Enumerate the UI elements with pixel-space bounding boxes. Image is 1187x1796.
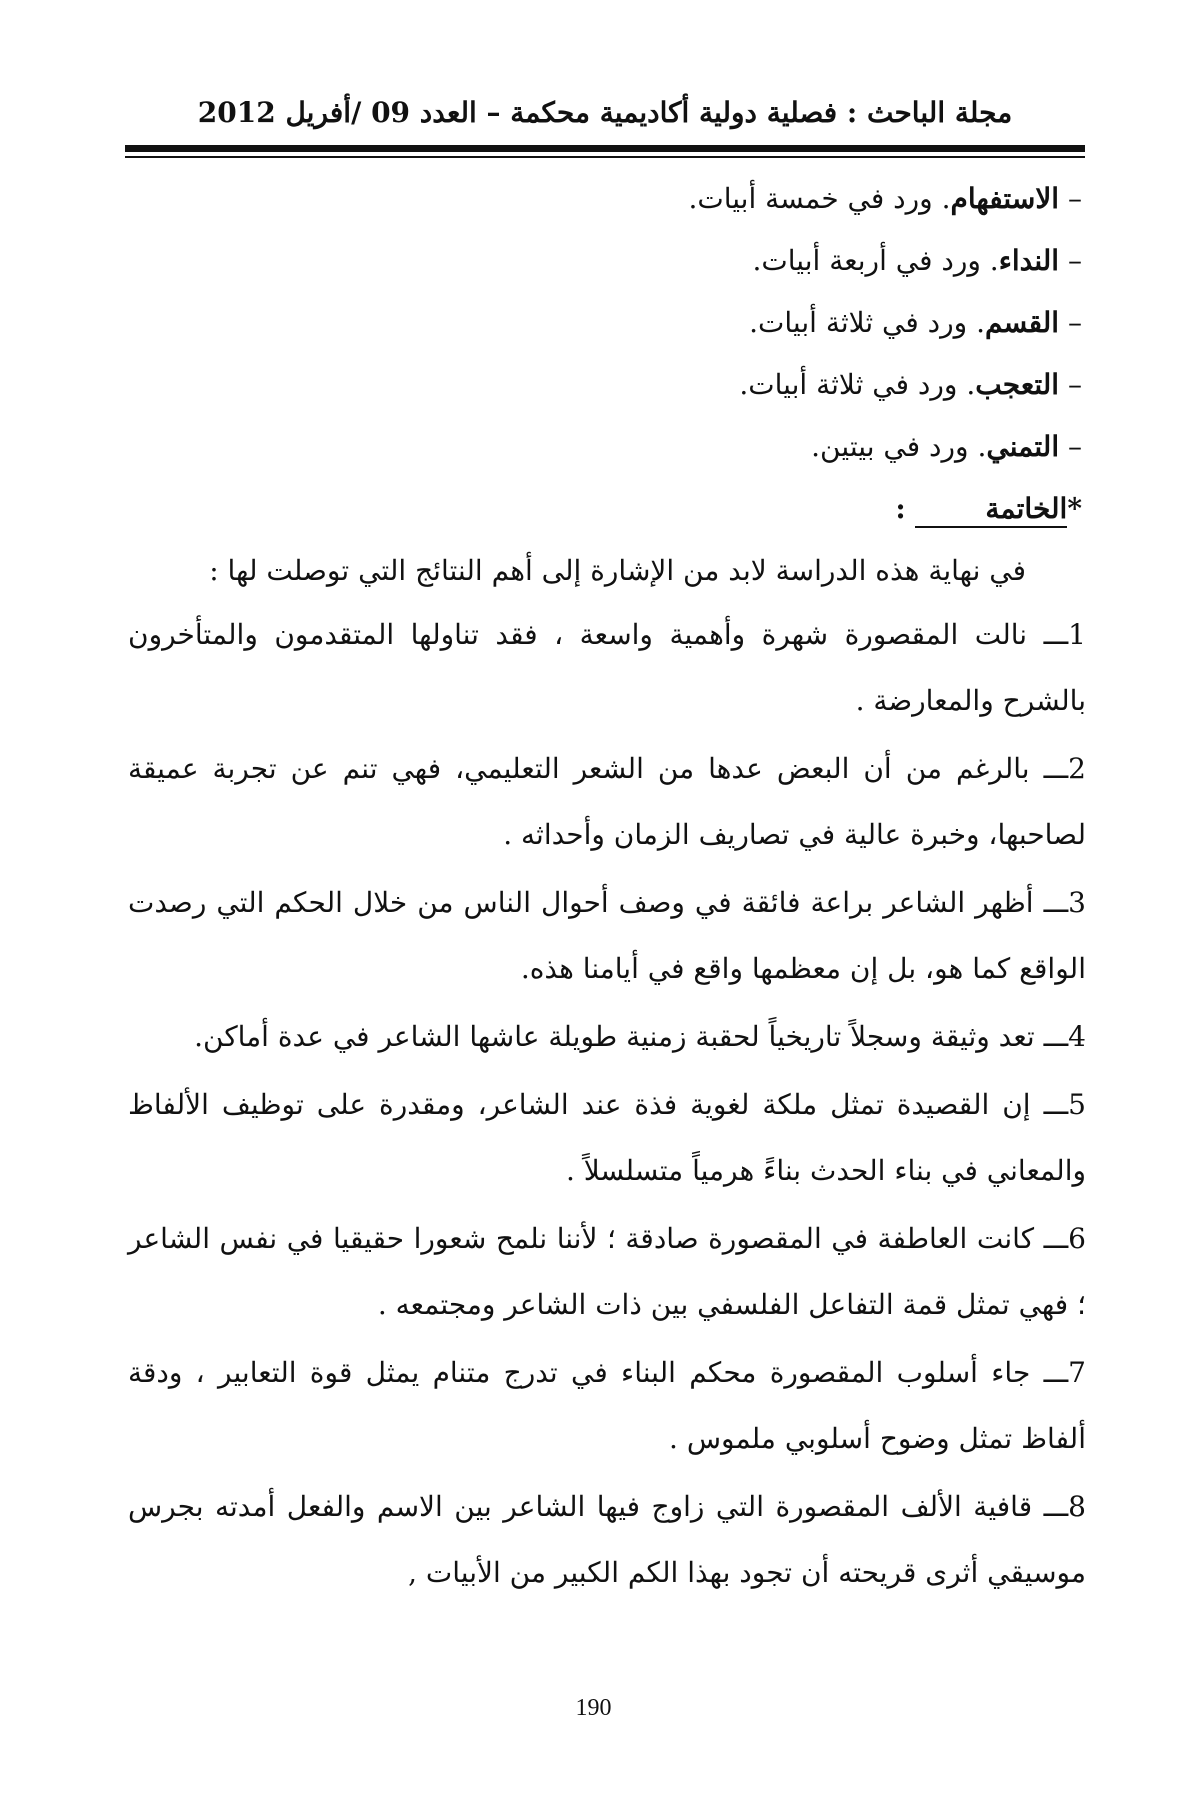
list-dash: – [1068,182,1082,215]
item-number: 1ـــ [1043,618,1086,651]
item-text: أظهر الشاعر براعة فائقة في وصف أحوال الناس من خلال الحكم التي رصدت الواقع كما هو، بل إن معظمها واقع في أيامنا هذه. [128,886,1086,985]
item-text: قافية الألف المقصورة التي زاوج فيها الشاعر بين الاسم والفعل أمدته بجرس موسيقي أثرى قريحته أن تجود بهذا الكم الكبير من الأبيات , [128,1490,1086,1589]
list-item-istifham [128,168,1086,230]
item-text: إن القصيدة تمثل ملكة لغوية فذة عند الشاعر، ومقدرة على توظيف الألفاظ والمعاني في بناء الحدث بناءً هرمياً متسلسلاً . [128,1088,1086,1187]
list-item-tamanni [128,416,1086,478]
item-text: تعد وثيقة وسجلاً تاريخياً لحقبة زمنية طويلة عاشها الشاعر في عدة أماكن. [194,1020,1044,1053]
list-dash: – [1068,368,1082,401]
page-content [128,168,1086,1608]
item-number: 2ـــ [1043,752,1086,785]
list-item-taajjub [128,354,1086,416]
conclusion-item-2 [128,736,1086,868]
list-text: . ورد في أربعة أبيات. [752,244,999,277]
list-text: . ورد في بيتين. [811,430,987,463]
list-text: . ورد في خمسة أبيات. [688,182,951,215]
heading-marker: * [1067,492,1082,525]
list-dash: – [1068,244,1082,277]
conclusion-item-5 [128,1072,1086,1204]
item-text: نالت المقصورة شهرة وأهمية واسعة ، فقد تناولها المتقدمون والمتأخرون بالشرح والمعارضة . [128,618,1086,717]
item-text: كانت العاطفة في المقصورة صادقة ؛ لأننا نلمح شعورا حقيقيا في نفس الشاعر ؛ فهي تمثل قمة التفاعل الفلسفي بين ذات الشاعر ومجتمعه . [128,1222,1086,1321]
header-rule-thin [125,156,1085,158]
conclusion-item-1 [128,602,1086,734]
item-number: 4ـــ [1043,1020,1086,1053]
list-term: النداء [998,244,1060,277]
conclusion-item-8 [128,1474,1086,1606]
item-number: 6ـــ [1043,1222,1086,1255]
list-item-qasam [128,292,1086,354]
list-term: القسم [985,306,1060,339]
conclusion-intro: في نهاية هذه الدراسة لابد من الإشارة إلى أهم النتائج التي توصلت لها : [209,554,1026,587]
list-dash: – [1068,430,1082,463]
item-number: 7ـــ [1043,1356,1086,1389]
list-text: . ورد في ثلاثة أبيات. [749,306,985,339]
journal-header: مجلة الباحث : فصلية دولية أكاديمية محكمة – العدد 09 /أفريل 2012 [197,96,1013,129]
item-text: جاء أسلوب المقصورة محكم البناء في تدرج متنام يمثل قوة التعابير ، ودقة ألفاظ تمثل وضوح أسلوبي ملموس . [128,1356,1086,1455]
heading-title: الخاتمة [915,492,1067,528]
list-dash: – [1068,306,1082,339]
list-term: الاستفهام [950,182,1060,215]
item-number: 3ـــ [1043,886,1086,919]
item-number: 5ـــ [1043,1088,1086,1121]
conclusion-item-6 [128,1206,1086,1338]
list-term: التمني [986,430,1060,463]
conclusion-item-3 [128,870,1086,1002]
conclusion-item-4 [128,1004,1086,1070]
item-number: 8ـــ [1043,1490,1086,1523]
section-heading-conclusion [128,478,1086,540]
header-rule-thick [125,145,1085,152]
page-number: 190 [575,1695,612,1721]
conclusion-item-7 [128,1340,1086,1472]
item-text: بالرغم من أن البعض عدها من الشعر التعليمي، فهي تنم عن تجربة عميقة لصاحبها، وخبرة عالية في تصاريف الزمان وأحداثه . [128,752,1086,851]
list-term: التعجب [975,368,1060,401]
list-item-nida [128,230,1086,292]
heading-colon: : [895,492,916,525]
list-text: . ورد في ثلاثة أبيات. [739,368,976,401]
